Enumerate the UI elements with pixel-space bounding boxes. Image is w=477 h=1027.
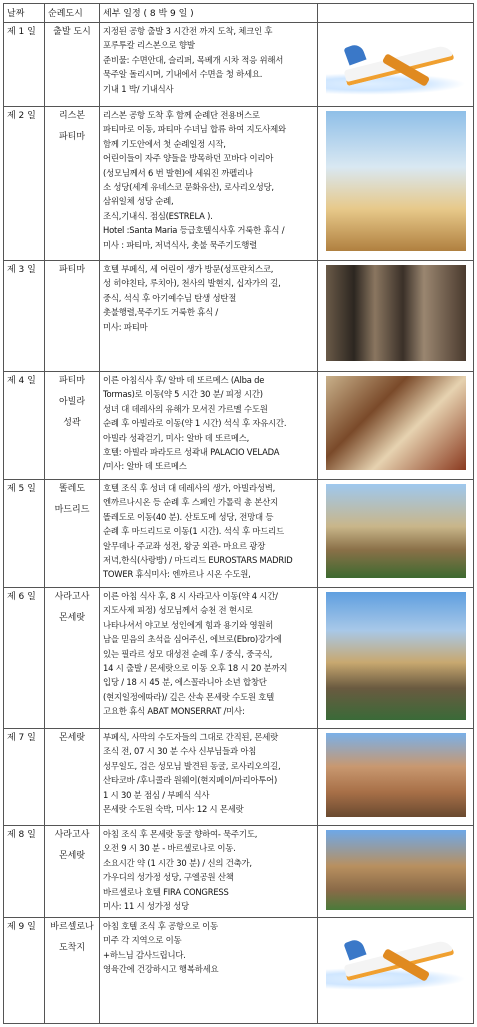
image-cell [318, 261, 474, 372]
day-label: 제 2 일 [4, 107, 45, 261]
detail-line: 기내 1 박/ 기내식사 [103, 83, 174, 94]
detail-line: 중식, 석식 후 아기예수님 탄생 성탄절 [103, 292, 237, 303]
day-label: 제 6 일 [4, 588, 45, 729]
day-label: 제 9 일 [4, 918, 45, 1024]
image-cell [318, 918, 474, 1024]
city-name: 파티마 [58, 376, 86, 386]
zaragoza-basilica-photo [326, 592, 466, 720]
day-label: 제 5 일 [4, 480, 45, 588]
detail-cell [100, 107, 318, 261]
detail-line: 산타코바 /후니콜라 원웨이(현지페이/마리아투어) [103, 775, 278, 786]
detail-line: 묵주알 돌리시며, 기내에서 수면을 청 하세요. [103, 69, 263, 80]
detail-line: 호텔 조식 후 성녀 대 데레사의 생가, 아빌라성벽, [103, 483, 276, 493]
city-name: 출발 도시 [53, 27, 91, 37]
detail-line: 이른 아침 식사 후, 8 시 사라고사 이동(약 4 시간/ [103, 591, 278, 601]
detail-cell [100, 826, 318, 918]
city-cell [45, 826, 100, 918]
city-name: 똘레도 [58, 484, 86, 494]
detail-cell [100, 729, 318, 826]
detail-line: 있는 필라르 성모 대성전 순례 후 / 중식, 중국식, [103, 648, 273, 659]
detail-line: 순례 후 마드리드로 이동(1 시간). 석식 후 마드리드 [103, 526, 284, 537]
detail-line: 아침 조식 후 몬세랏 동굴 향하여- 묵주기도, [103, 829, 258, 839]
detail-line: 지도사제 피정) 성모님께서 승천 전 현시로 [103, 605, 253, 616]
header-detail: 세부 일정 ( 8 박 9 일 ) [100, 4, 318, 23]
image-cell [318, 372, 474, 480]
detail-line: 성 히야친타, 루치아), 천사의 발현지, 십자가의 길, [103, 278, 281, 289]
detail-line: 성무일도, 검은 성모님 발견된 동굴, 로사리오의길, [103, 760, 281, 771]
day-label: 제 3 일 [4, 261, 45, 372]
city-cell [45, 588, 100, 729]
detail-line: 파티마로 이동, 파티마 수녀님 합류 하여 지도사제와 [103, 124, 286, 135]
detail-line: 함께 기도안에서 첫 순례일정 시작, [103, 138, 226, 149]
detail-line: 성녀 대 데레사의 유해가 모셔진 가르멜 수도원 [103, 403, 268, 414]
city-cell [45, 729, 100, 826]
detail-line: 부페식, 사막의 수도자들의 그대로 간직된, 몬세랏 [103, 732, 279, 742]
detail-line: 엔까르나시온 등 순례 후 스페인 가톨릭 총 본산지 [103, 497, 279, 508]
city-cell [45, 261, 100, 372]
city-name: 파티마 [58, 265, 86, 275]
detail-line: 알무데나 주교좌 성전, 왕궁 외관- 마요르 광장 [103, 540, 266, 551]
image-cell [318, 826, 474, 918]
detail-cell [100, 918, 318, 1024]
detail-cell [100, 23, 318, 107]
day-label: 제 7 일 [4, 729, 45, 826]
detail-cell [100, 480, 318, 588]
day-label: 제 1 일 [4, 23, 45, 107]
three-shepherd-children-photo [326, 265, 466, 361]
itinerary-table [3, 3, 474, 1024]
detail-line: 오전 9 시 30 분 - 바르셀로나로 이동. [103, 843, 236, 854]
detail-line: 미주 각 지역으로 이동 [103, 935, 182, 946]
detail-line: 지정된 공항 출발 3 시간전 까지 도착, 체크인 후 [103, 26, 273, 36]
image-cell [318, 107, 474, 261]
detail-line: 미사 : 파티마, 저녁식사, 촛불 묵주기도행렬 [103, 239, 257, 250]
city-name: 파티마 [58, 132, 86, 142]
montserrat-monastery-photo [326, 733, 466, 817]
detail-line: (현지일정에따라)/ 깊은 산속 몬세랏 수도원 호텔 [103, 691, 274, 702]
detail-line: Hotel :Santa Maria 등급호텔식사후 거룩한 휴식 / [103, 225, 285, 236]
image-cell [318, 23, 474, 107]
detail-line: 저녁,한식(사랑방) / 마드리드 EUROSTARS MADRID [103, 555, 293, 566]
image-cell [318, 588, 474, 729]
itinerary-row [4, 23, 474, 107]
city-name: 사라고사 [54, 592, 90, 602]
avila-city-walls-photo [326, 484, 466, 578]
day-label: 제 8 일 [4, 826, 45, 918]
detail-cell [100, 588, 318, 729]
detail-cell [100, 261, 318, 372]
detail-line: 미사: 파티마 [103, 321, 148, 332]
itinerary-row [4, 588, 474, 729]
detail-line: 호텔: 아빌라 파라도르 성곽내 PALACIO VELADA [103, 447, 280, 458]
detail-line: 고요한 휴식 ABAT MONSERRAT /미사: [103, 706, 245, 717]
image-cell [318, 480, 474, 588]
city-name: 도착지 [58, 943, 86, 953]
detail-line: 나타나셔서 야고보 성인에게 힘과 용기와 영원히 [103, 619, 274, 630]
header-day: 날짜 [4, 4, 45, 23]
day-label: 제 4 일 [4, 372, 45, 480]
itinerary-row [4, 918, 474, 1024]
detail-line: 소 성당(세계 유네스코 문화유산), 로사리오성당, [103, 182, 274, 193]
city-name: 마드리드 [54, 505, 90, 515]
itinerary-row [4, 261, 474, 372]
city-cell [45, 918, 100, 1024]
detail-line: /미사: 알바 데 또르메스 [103, 461, 187, 472]
header-city: 순례도시 [45, 4, 100, 23]
detail-line: 삼위일체 성당 순례, [103, 196, 174, 207]
city-name: 몬세랏 [58, 613, 86, 623]
sagrada-familia-photo [326, 830, 466, 910]
detail-line: 포루투칼 리스본으로 향발 [103, 40, 195, 51]
header-row [4, 4, 474, 23]
city-name: 바르셀로나 [50, 922, 94, 932]
detail-line: 몬세랏 수도원 숙박, 미사: 12 시 몬세랏 [103, 804, 244, 815]
detail-line: 입당 / 18 시 45 분, 에스꼴라니아 소년 합창단 [103, 677, 267, 688]
detail-line: 이른 아침식사 후/ 알바 데 또르메스 (Alba de [103, 375, 265, 385]
detail-line: 준비물: 수면안대, 슬리퍼, 목베개 시차 적응 위해서 [103, 54, 284, 65]
detail-line: 영육간에 건강하시고 행복하세요 [103, 964, 219, 975]
detail-line: 아침 호텔 조식 후 공항으로 이동 [103, 921, 218, 931]
detail-cell [100, 372, 318, 480]
detail-line: 조식 전, 07 시 30 분 수사 신부님들과 아침 [103, 746, 257, 757]
chapel-interior-photo [326, 376, 466, 470]
airplane-illustration [326, 922, 466, 996]
detail-line: 1 시 30 분 점심 / 부페식 식사 [103, 789, 210, 800]
city-name: 리스본 [58, 111, 86, 121]
detail-line: 14 시 출발 / 몬세랏으로 이동 오후 18 시 20 분까지 [103, 663, 288, 674]
detail-line: 촛불행렬,묵주기도 거룩한 휴식 / [103, 307, 219, 318]
detail-line: 호텔 부페식, 세 어린이 생가 방문(성프란치스코, [103, 264, 274, 274]
city-name: 몬세랏 [58, 733, 86, 743]
city-name: 아빌라 [58, 397, 86, 407]
detail-line: (성모님께서 6 번 발현)에 세워진 까펠리나 [103, 167, 253, 178]
city-name: 사라고사 [54, 830, 90, 840]
detail-line: TOWER 휴식미사: 엔까르나 시온 수도원, [103, 569, 251, 580]
detail-line: 조식,기내식. 점심(ESTRELA ). [103, 210, 213, 221]
detail-line: 미사: 11 시 성가정 성당 [103, 901, 189, 912]
detail-line: 소요시간 약 (1 시간 30 분) / 신의 건축가, [103, 857, 252, 868]
our-lady-of-fatima-painting [326, 111, 466, 251]
itinerary-row [4, 372, 474, 480]
detail-line: Tormas)로 이동(약 5 시간 30 분/ 피정 시간) [103, 389, 263, 400]
city-name: 몬세랏 [58, 851, 86, 861]
city-cell [45, 107, 100, 261]
itinerary-row [4, 480, 474, 588]
image-cell [318, 729, 474, 826]
itinerary-row [4, 826, 474, 918]
header-image [318, 4, 474, 23]
detail-line: 순례 후 아빌라로 이동(약 1 시간) 석식 후 자유시간. [103, 418, 287, 429]
detail-line: 남을 믿음의 초석을 심어주신, 에브로(Ebro)강가에 [103, 634, 282, 645]
detail-line: 바르셀로나 호텔 FIRA CONGRESS [103, 886, 229, 897]
airplane-illustration [326, 27, 466, 101]
city-cell [45, 480, 100, 588]
detail-line: 아빌라 성곽걷기, 미사: 알바 데 또르메스, [103, 432, 250, 443]
detail-line: 가우디의 성가정 성당, 구엘공원 산책 [103, 872, 234, 883]
detail-line: 똘레도로 이동(40 분). 산토도메 성당, 전망대 등 [103, 511, 274, 522]
detail-line: 리스본 공항 도착 후 함께 순례단 전용버스로 [103, 110, 260, 120]
detail-line: +하느님 감사드립니다. [103, 949, 186, 960]
detail-line: 어린이들이 자주 양들을 방목하던 꼬바다 이리아 [103, 153, 274, 164]
city-cell [45, 23, 100, 107]
city-cell [45, 372, 100, 480]
itinerary-row [4, 107, 474, 261]
city-name: 성곽 [63, 418, 81, 428]
itinerary-row [4, 729, 474, 826]
